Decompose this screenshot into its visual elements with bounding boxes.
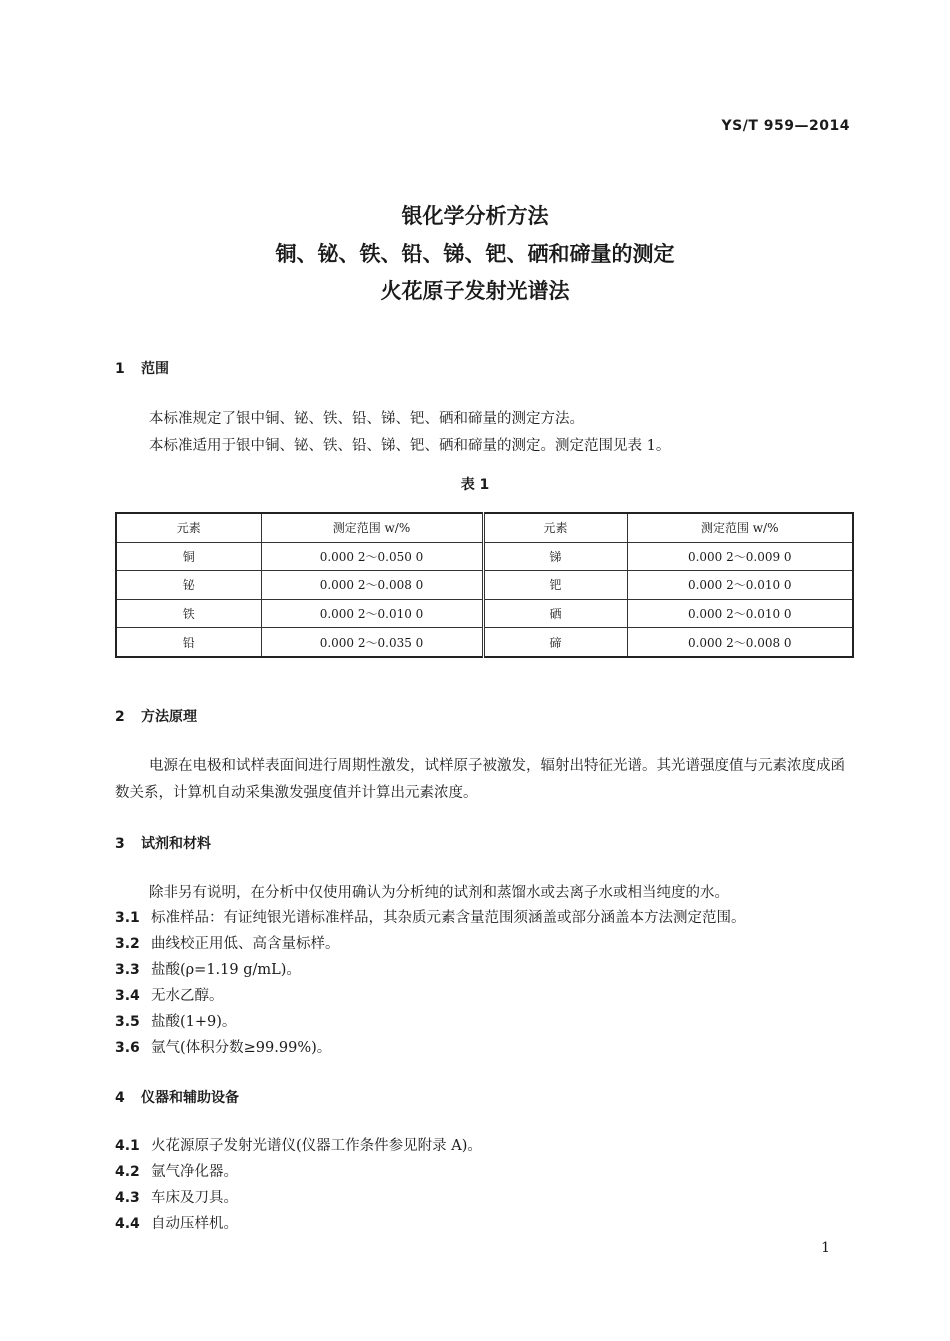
- table-cell: 锑: [483, 542, 627, 570]
- table-cell: 0.000 2～0.010 0: [261, 599, 483, 627]
- clause-text: 车床及刀具。: [151, 1190, 238, 1206]
- clause-number: 3.6: [115, 1040, 140, 1056]
- table-cell: 铜: [116, 542, 261, 570]
- section-title: 范围: [141, 361, 169, 377]
- section-1-para-2: 本标准适用于银中铜、铋、铁、铅、锑、钯、硒和碲量的测定。测定范围见表 1。: [149, 438, 671, 454]
- section-title: 仪器和辅助设备: [141, 1090, 239, 1106]
- clause-text: 盐酸(ρ=1.19 g/mL)。: [151, 962, 301, 978]
- clause-text: 曲线校正用低、高含量标样。: [151, 936, 340, 952]
- table-row: [116, 571, 853, 599]
- table-row: [116, 628, 853, 657]
- clause-4-3: [115, 1186, 238, 1207]
- table-cell: 0.000 2～0.050 0: [261, 542, 483, 570]
- section-title: 试剂和材料: [141, 836, 211, 852]
- table-cell: 碲: [483, 628, 627, 657]
- section-1-heading: [115, 358, 169, 378]
- clause-number: 3.1: [115, 910, 140, 926]
- table-row: [116, 599, 853, 627]
- clause-text: 氩气净化器。: [151, 1164, 238, 1180]
- clause-4-1: [115, 1134, 482, 1155]
- clause-3-3: [115, 958, 301, 979]
- table-cell: 0.000 2～0.008 0: [627, 628, 853, 657]
- header-element: 元素: [483, 513, 627, 542]
- section-2-para: 电源在电极和试样表面间进行周期性激发，试样原子被激发，辐射出特征光谱。其光谱强度值与元素浓度成函数关系，计算机自动采集激发强度值并计算出元素浓度。: [115, 758, 845, 801]
- clause-number: 4.3: [115, 1190, 140, 1206]
- clause-4-4: [115, 1212, 238, 1233]
- section-3-intro: 除非另有说明，在分析中仅使用确认为分析纯的试剂和蒸馏水或去离子水或相当纯度的水。: [149, 885, 729, 901]
- clause-3-5: [115, 1010, 236, 1031]
- clause-text: 自动压样机。: [151, 1216, 238, 1232]
- table-cell: 0.000 2～0.008 0: [261, 571, 483, 599]
- clause-3-6: [115, 1036, 331, 1057]
- clause-text: 无水乙醇。: [151, 988, 224, 1004]
- table-cell: 0.000 2～0.009 0: [627, 542, 853, 570]
- clause-number: 4.1: [115, 1138, 140, 1154]
- clause-text: 火花源原子发射光谱仪(仪器工作条件参见附录 A)。: [151, 1138, 482, 1154]
- section-number: 3: [115, 836, 125, 852]
- clause-number: 4.2: [115, 1164, 140, 1180]
- title-line-1: 银化学分析方法: [401, 204, 549, 228]
- table-cell: 0.000 2～0.010 0: [627, 571, 853, 599]
- table-cell: 钯: [483, 571, 627, 599]
- header-range: 测定范围 w/%: [261, 513, 483, 542]
- table-cell: 铅: [116, 628, 261, 657]
- table-cell: 0.000 2～0.010 0: [627, 599, 853, 627]
- title-line-2: 铜、铋、铁、铅、锑、钯、硒和碲量的测定: [275, 242, 675, 266]
- section-title: 方法原理: [141, 709, 197, 725]
- page-number: 1: [821, 1240, 830, 1256]
- clause-number: 3.2: [115, 936, 140, 952]
- table-row: [116, 542, 853, 570]
- section-number: 2: [115, 709, 125, 725]
- table-cell: 铋: [116, 571, 261, 599]
- range-table: [115, 512, 854, 658]
- table-cell: 0.000 2～0.035 0: [261, 628, 483, 657]
- clause-text: 盐酸(1+9)。: [151, 1014, 237, 1030]
- title-line-3: 火花原子发射光谱法: [380, 279, 570, 303]
- section-number: 4: [115, 1090, 125, 1106]
- table-cell: 铁: [116, 599, 261, 627]
- section-number: 1: [115, 361, 125, 377]
- section-3-heading: [115, 833, 211, 853]
- standard-number: YS/T 959—2014: [721, 118, 850, 134]
- section-2-heading: [115, 706, 197, 726]
- clause-number: 3.5: [115, 1014, 140, 1030]
- clause-text: 标准样品：有证纯银光谱标准样品，其杂质元素含量范围须涵盖或部分涵盖本方法测定范围。: [151, 910, 746, 926]
- clause-3-1: [115, 906, 746, 927]
- clause-text: 氩气(体积分数≥99.99%)。: [151, 1040, 332, 1056]
- table-cell: 硒: [483, 599, 627, 627]
- header-element: 元素: [116, 513, 261, 542]
- clause-number: 4.4: [115, 1216, 140, 1232]
- clause-number: 3.4: [115, 988, 140, 1004]
- clause-number: 3.3: [115, 962, 140, 978]
- section-4-heading: [115, 1087, 239, 1107]
- table-header-row: [116, 513, 853, 542]
- header-range: 测定范围 w/%: [627, 513, 853, 542]
- table-caption: 表 1: [460, 477, 490, 493]
- section-1-para-1: 本标准规定了银中铜、铋、铁、铅、锑、钯、硒和碲量的测定方法。: [149, 411, 584, 427]
- clause-3-2: [115, 932, 340, 953]
- clause-3-4: [115, 984, 224, 1005]
- clause-4-2: [115, 1160, 238, 1181]
